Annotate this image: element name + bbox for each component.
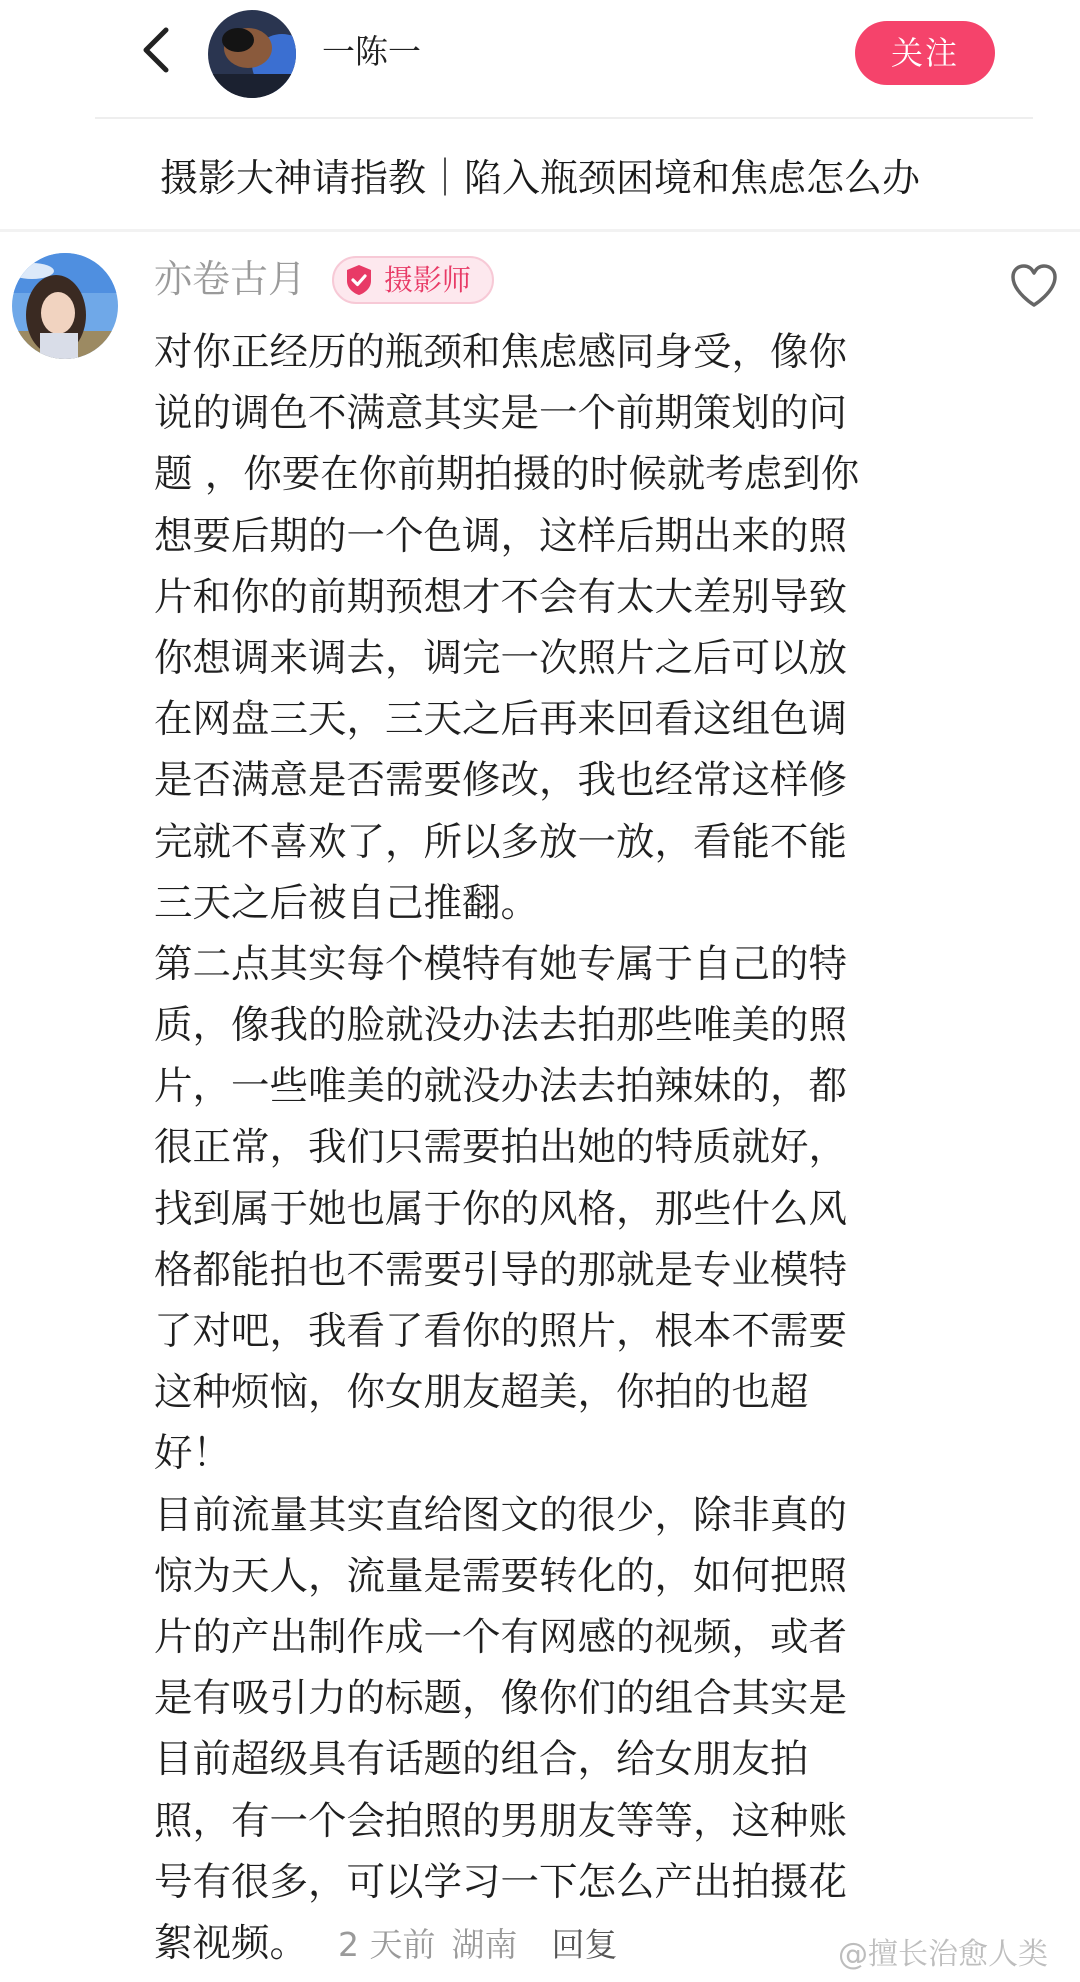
- follow-button[interactable]: 关注: [855, 21, 995, 85]
- comment-line: 目前流量其实直给图文的很少，除非真的: [154, 1492, 848, 1538]
- verified-check-icon: [342, 263, 376, 297]
- comment-line: 你想调来调去，调完一次照片之后可以放: [154, 635, 848, 681]
- photographer-badge: [332, 256, 494, 304]
- back-button[interactable]: [132, 22, 180, 78]
- comment-line: 三天之后被自己推翻。: [154, 880, 540, 926]
- top-bar: [0, 0, 1080, 115]
- comment-line: 照，有一个会拍照的男朋友等等，这种账: [154, 1798, 848, 1844]
- badge-label: 摄影师: [384, 263, 472, 297]
- author-name[interactable]: 一陈一: [322, 32, 421, 71]
- comment-line: 片的产出制作成一个有网感的视频，或者: [154, 1614, 848, 1660]
- comment-line: 第二点其实每个模特有她专属于自己的特: [154, 941, 848, 987]
- header-divider: [95, 117, 1033, 119]
- comment-line: 惊为天人，流量是需要转化的，如何把照: [154, 1553, 848, 1599]
- comment-line: 这种烦恼，你女朋友超美，你拍的也超: [154, 1370, 809, 1416]
- chevron-left-icon: [132, 22, 180, 78]
- comment-line: 很正常，我们只需要拍出她的特质就好，: [154, 1125, 848, 1171]
- comment-line: 好！: [154, 1431, 232, 1477]
- comment-line: 题 ，你要在你前期拍摄的时候就考虑到你: [154, 452, 860, 498]
- comment-time: 2 天前: [338, 1924, 436, 1964]
- comment-line: 目前超级具有话题的组合，给女朋友拍: [154, 1737, 809, 1783]
- comment-line: 对你正经历的瓶颈和焦虑感同身受，像你: [154, 330, 848, 375]
- comment-last-line: [154, 1913, 944, 1974]
- comment-line: 质，像我的脸就没办法去拍那些唯美的照: [154, 1003, 848, 1049]
- comment-text: [154, 322, 944, 1974]
- author-avatar[interactable]: [208, 10, 296, 98]
- heart-outline-icon: [1006, 258, 1062, 314]
- comment-line: 絮视频。: [154, 1920, 309, 1966]
- commenter-avatar[interactable]: [12, 253, 118, 359]
- commenter-name[interactable]: 亦卷古月: [154, 257, 307, 301]
- comment-line: 是否满意是否需要修改，我也经常这样修: [154, 758, 848, 804]
- comment-line: 了对吧，我看了看你的照片，根本不需要: [154, 1309, 848, 1354]
- comment-line: 在网盘三天，三天之后再来回看这组色调: [154, 697, 848, 743]
- comment-line: 找到属于她也属于你的风格，那些什么风: [154, 1186, 848, 1232]
- like-button[interactable]: [1006, 258, 1062, 314]
- section-divider: [0, 229, 1080, 232]
- comment-line: 说的调色不满意其实是一个前期策划的问: [154, 391, 848, 437]
- reply-button[interactable]: 回复: [551, 1924, 618, 1964]
- comment-line: 号有很多，可以学习一下怎么产出拍摄花: [154, 1859, 848, 1905]
- comment-line: 片，一些唯美的就没办法去拍辣妹的，都: [154, 1064, 848, 1110]
- comment-line: 格都能拍也不需要引导的那就是专业模特: [154, 1247, 848, 1293]
- comment-location: 湖南: [451, 1924, 518, 1964]
- comment-line: 完就不喜欢了，所以多放一放，看能不能: [154, 819, 848, 865]
- comment-line: 片和你的前期预想才不会有太大差别导致: [154, 574, 848, 620]
- comment-line: 是有吸引力的标题，像你们的组合其实是: [154, 1676, 848, 1722]
- post-title: 摄影大神请指教｜陷入瓶颈困境和焦虑怎么办: [159, 156, 920, 200]
- watermark: @擅长治愈人类: [838, 1937, 1048, 1972]
- comment-line: 想要后期的一个色调，这样后期出来的照: [154, 513, 848, 559]
